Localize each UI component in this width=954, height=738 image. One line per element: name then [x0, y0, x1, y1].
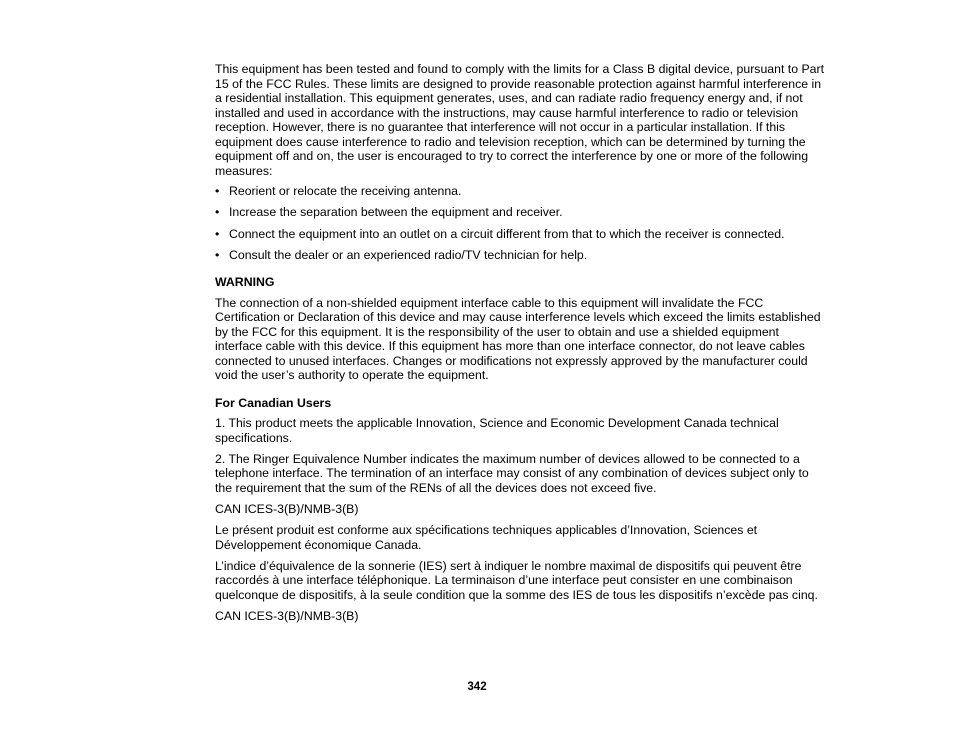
french-paragraph-1: Le présent produit est conforme aux spécifications techniques applicables d’Innovation, Sciences et Développement économique Canada.: [215, 523, 758, 552]
bullet-marker: •: [215, 247, 220, 262]
document-body: [215, 62, 827, 623]
warning-paragraph: The connection of a non-shielded equipment interface cable to this equipment will invalidate the FCC Certification or Declaration of this device and may cause interference levels which exceed the limits established by the FCC for this equipment. It is the responsibility of the user to obtain and use a shielded equipment interface cable with this device. If this equipment has more than one interface connector, do not leave cables connected to unused interfaces. Changes or modifications not expressly approved by the manufacturer could void the user’s authority to operate the equipment.: [215, 295, 821, 383]
warning-heading: WARNING: [215, 275, 275, 290]
list-item: [215, 205, 827, 220]
list-item-text: Connect the equipment into an outlet on a circuit different from that to which the receiver is connected.: [229, 226, 785, 241]
fcc-intro-paragraph: This equipment has been tested and found to comply with the limits for a Class B digital device, pursuant to Part 15 of the FCC Rules. These limits are designed to provide reasonable protection against harmful interference in a residential installation. This equipment generates, uses, and can radiate radio frequency energy and, if not installed and used in accordance with the instructions, may cause harmful interference to radio or television reception. However, there is no guarantee that interference will not occur in a particular installation. If this equipment does cause interference to radio and television reception, which can be determined by turning the equipment off and on, the user is encouraged to try to correct the interference by one or more of the following measures:: [215, 62, 825, 178]
bullet-marker: •: [215, 226, 220, 241]
bullet-marker: •: [215, 184, 220, 198]
page-number: 342: [467, 681, 487, 693]
canadian-paragraph-1: 1. This product meets the applicable Innovation, Science and Economic Development Canada technical specifications.: [215, 416, 779, 445]
ices-statement-1: CAN ICES-3(B)/NMB-3(B): [215, 502, 359, 517]
bullet-marker: •: [215, 205, 220, 220]
ices-statement-2: CAN ICES-3(B)/NMB-3(B): [215, 608, 359, 623]
canadian-users-heading: For Canadian Users: [215, 395, 332, 410]
measures-list: [215, 184, 827, 262]
canadian-paragraph-2: 2. The Ringer Equivalence Number indicates the maximum number of devices allowed to be connected to a telephone interface. The termination of an interface may consist of any combination of devices subject only to the requirement that the sum of the RENs of all the devices does not exceed five.: [215, 451, 809, 495]
list-item-text: Increase the separation between the equipment and receiver.: [229, 205, 563, 220]
list-item: [215, 184, 827, 199]
french-paragraph-2: L’indice d’équivalence de la sonnerie (IES) sert à indiquer le nombre maximal de dispositifs qui peuvent être raccordés à une interface téléphonique. La terminaison d’une interface peut consister en une combinaison quelconque de dispositifs, à la seule condition que la somme des IES de tous les dispositifs n’excède pas cinq.: [215, 558, 818, 602]
list-item-text: Reorient or relocate the receiving antenna.: [229, 184, 462, 198]
list-item: [215, 227, 827, 242]
list-item: [215, 248, 827, 263]
list-item-text: Consult the dealer or an experienced radio/TV technician for help.: [229, 247, 588, 262]
